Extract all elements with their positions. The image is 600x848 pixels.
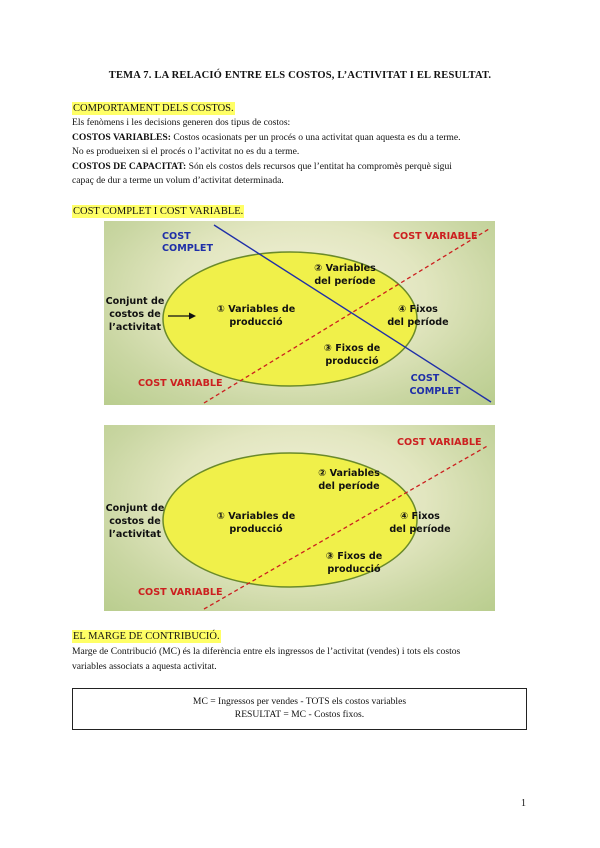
section-body-marge xyxy=(72,645,532,674)
conjunt-label-3: l’activitat xyxy=(108,529,162,540)
capacity-cost-text: Són els costos dels recursos que l’entitat ha compromès perquè sigui xyxy=(188,160,452,172)
variables-periode-label-2: del període xyxy=(318,481,380,492)
capacity-cost-definition xyxy=(72,160,532,175)
formula-mc: MC = Ingressos per vendes - TOTS els costos variables xyxy=(192,696,407,707)
variable-cost-text-2: No es produeixen si el procés o l’activitat no es du a terme. xyxy=(72,146,300,157)
conjunt-label-1: Conjunt de xyxy=(105,296,165,307)
fixos-periode-label: ④ Fixos xyxy=(400,511,440,522)
diagram-cost-variable xyxy=(104,425,495,611)
fixos-produccio-label: ③ Fixos de xyxy=(325,551,383,562)
page-number: 1 xyxy=(521,798,526,809)
fixos-produccio-label-2: producció xyxy=(327,564,381,575)
variables-produccio-label: ① Variables de xyxy=(216,511,296,522)
fixos-periode-label-2: del període xyxy=(389,524,451,535)
variables-periode-label: ② Variables xyxy=(314,263,376,274)
formula-box xyxy=(72,688,527,730)
cost-variable-label-bottom: COST VARIABLE xyxy=(138,587,223,598)
variable-cost-text: Costos ocasionats per un procés o una activitat quan aquesta es du a terme. xyxy=(173,131,461,143)
fixos-produccio-label: ③ Fixos de xyxy=(323,343,381,354)
cost-complet-label-bottom-2: COMPLET xyxy=(409,386,461,397)
cost-complet-label-bottom: COST xyxy=(410,373,440,384)
cost-complet-label-top-2: COMPLET xyxy=(162,243,213,254)
conjunt-label-2: costos de xyxy=(109,309,161,320)
cost-variable-label-top: COST VARIABLE xyxy=(393,231,478,242)
diagram-cost-complet-variable xyxy=(104,221,495,405)
formula-resultat: RESULTAT = MC - Costos fixos. xyxy=(234,709,365,720)
marge-text-2: variables associats a aquesta activitat. xyxy=(72,660,217,672)
variables-periode-label: ② Variables xyxy=(318,468,380,479)
variable-cost-definition xyxy=(72,131,532,146)
capacity-cost-term: COSTOS DE CAPACITAT: xyxy=(72,160,187,172)
variables-produccio-label: ① Variables de xyxy=(216,304,296,315)
cost-set-ellipse xyxy=(163,252,417,386)
document-title: TEMA 7. LA RELACIÓ ENTRE ELS COSTOS, L’ACTIVITAT I EL RESULTAT. xyxy=(108,70,492,81)
cost-variable-label-top: COST VARIABLE xyxy=(397,437,482,448)
intro-line: Els fenòmens i les decisions generen dos tipus de costos: xyxy=(72,117,291,128)
marge-text-1: Marge de Contribució (MC) és la diferència entre els ingressos de l’activitat (vendes) i tots els costos xyxy=(72,646,461,657)
section-heading-comportament: COMPORTAMENT DELS COSTOS. xyxy=(73,103,234,114)
capacity-cost-text-2: capaç de dur a terme un volum d’activitat determinada. xyxy=(72,175,284,186)
diagram-2-svg xyxy=(104,425,495,611)
section-body-comportament xyxy=(72,116,532,189)
section-heading-cost-complet: COST COMPLET I COST VARIABLE. xyxy=(73,206,244,217)
fixos-produccio-label-2: producció xyxy=(325,356,379,367)
variable-cost-term: COSTOS VARIABLES: xyxy=(72,131,171,143)
variables-produccio-label-2: producció xyxy=(229,524,283,535)
conjunt-label-2: costos de xyxy=(109,516,161,527)
conjunt-label-1: Conjunt de xyxy=(105,503,165,514)
fixos-periode-label-2: del període xyxy=(387,317,449,328)
diagram-1-svg xyxy=(104,221,495,405)
cost-variable-label-bottom: COST VARIABLE xyxy=(138,378,223,389)
cost-complet-label-top: COST xyxy=(162,231,191,242)
section-heading-marge: EL MARGE DE CONTRIBUCIÓ. xyxy=(73,631,220,642)
variables-periode-label-2: del període xyxy=(314,276,376,287)
conjunt-label-3: l’activitat xyxy=(108,322,162,333)
variables-produccio-label-2: producció xyxy=(229,317,283,328)
fixos-periode-label: ④ Fixos xyxy=(398,304,438,315)
